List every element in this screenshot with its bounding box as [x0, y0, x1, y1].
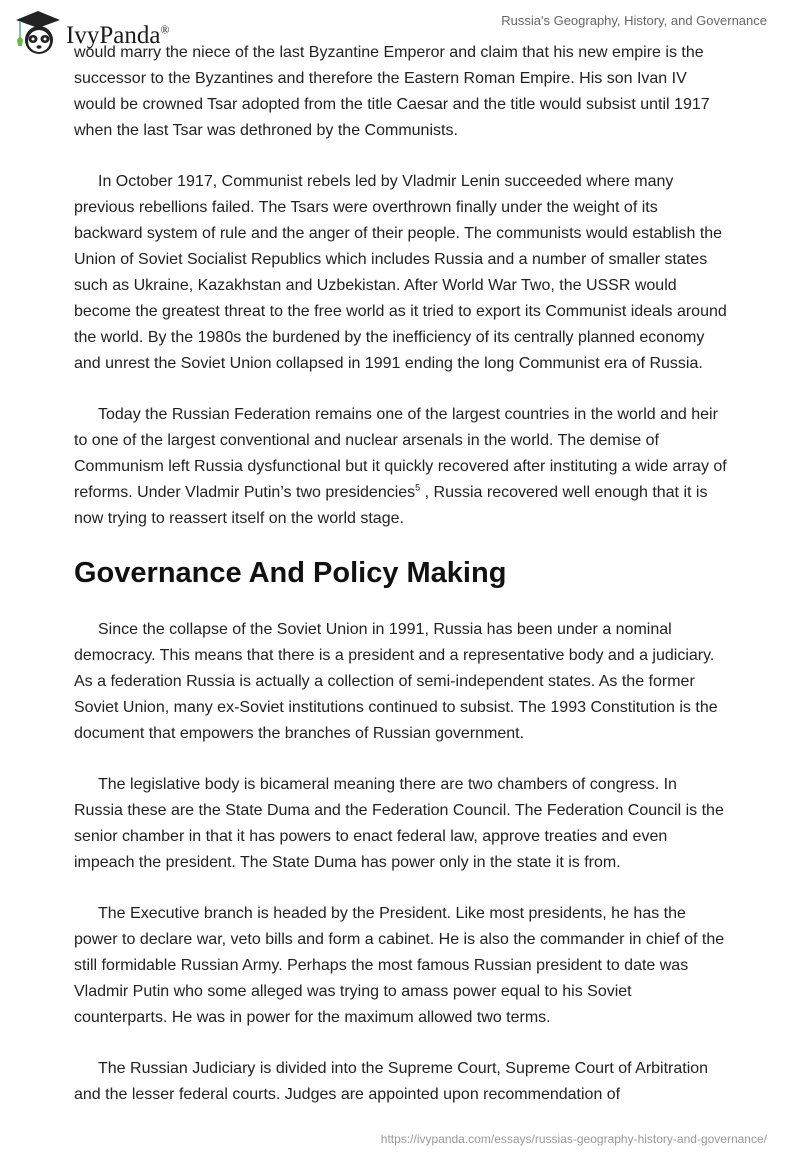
- paragraph: The Executive branch is headed by the President. Like most presidents, he has the power to declare war, veto bills and form a cabinet. He is also the commander in chief of the still formidable Russian Army. Perhaps the most famous Russian president to date was Vladmir Putin who some alleged was trying to amass power equal to his Soviet counterparts. He was in power for the maximum allowed two terms.: [74, 905, 725, 1026]
- paragraph: Since the collapse of the Soviet Union in 1991, Russia has been under a nominal democracy. This means that there is a president and a representative body and a judiciary. As a federation Russia is actually a collection of semi-independent states. As the former Soviet Union, many ex-Soviet institutions continued to subsist. The 1993 Constitution is the document that empowers the branches of Russian government.: [74, 621, 718, 742]
- section-heading: Governance And Policy Making: [74, 557, 507, 589]
- logo-text: IvyPanda: [66, 22, 161, 49]
- panda-graduate-icon: [12, 8, 64, 56]
- paragraph: The legislative body is bicameral meaning there are two chambers of congress. In Russia these are the State Duma and the Federation Council. The Federation Council is the senior chamber in that it has powers to enact federal law, approve treaties and even impeach the president. The State Duma has power only in the state it is from.: [74, 776, 724, 871]
- registered-mark: ®: [160, 22, 170, 37]
- paragraph: [74, 402, 728, 532]
- paragraph: would marry the niece of the last Byzantine Emperor and claim that his new empire is the successor to the Byzantines and therefore the Eastern Roman Empire. His son Ivan IV would be crowned Tsar adopted from the title Caesar and the title would subsist until 1917 when the last Tsar was dethroned by the Communists.: [74, 44, 710, 139]
- footnote-ref[interactable]: 5: [415, 482, 421, 493]
- paragraph: In October 1917, Communist rebels led by Vladmir Lenin succeeded where many previous rebellions failed. The Tsars were overthrown finally under the weight of its backward system of rule and the anger of their people. The communists would establish the Union of Soviet Socialist Republics which includes Russia and a number of smaller states such as Ukraine, Kazakhstan and Uzbekistan. After World War Two, the USSR would become the greatest threat to the free world as it tried to export its Communist ideals around the world. By the 1980s the burdened by the inefficiency of its centrally planned economy and unrest the Soviet Union collapsed in 1991 ending the long Communist era of Russia.: [74, 173, 727, 372]
- paragraph-text: , Russia recovered well enough that it is now trying to reassert itself on the world stage.: [74, 484, 708, 527]
- essay-body: [74, 40, 728, 1133]
- source-url[interactable]: https://ivypanda.com/essays/russias-geography-history-and-governance/: [380, 1132, 767, 1146]
- document-title: Russia's Geography, History, and Governance: [501, 13, 767, 28]
- paragraph: The Russian Judiciary is divided into the Supreme Court, Supreme Court of Arbitration and the lesser federal courts. Judges are appointed upon recommendation of: [74, 1060, 709, 1103]
- paragraph-text: Today the Russian Federation remains one of the largest countries in the world and heir to one of the largest conventional and nuclear arsenals in the world. The demise of Communism left Russia dysfunctional but it quickly recovered after instituting a wide array of reforms. Under Vladmir Putin’s two presidencies: [74, 406, 727, 501]
